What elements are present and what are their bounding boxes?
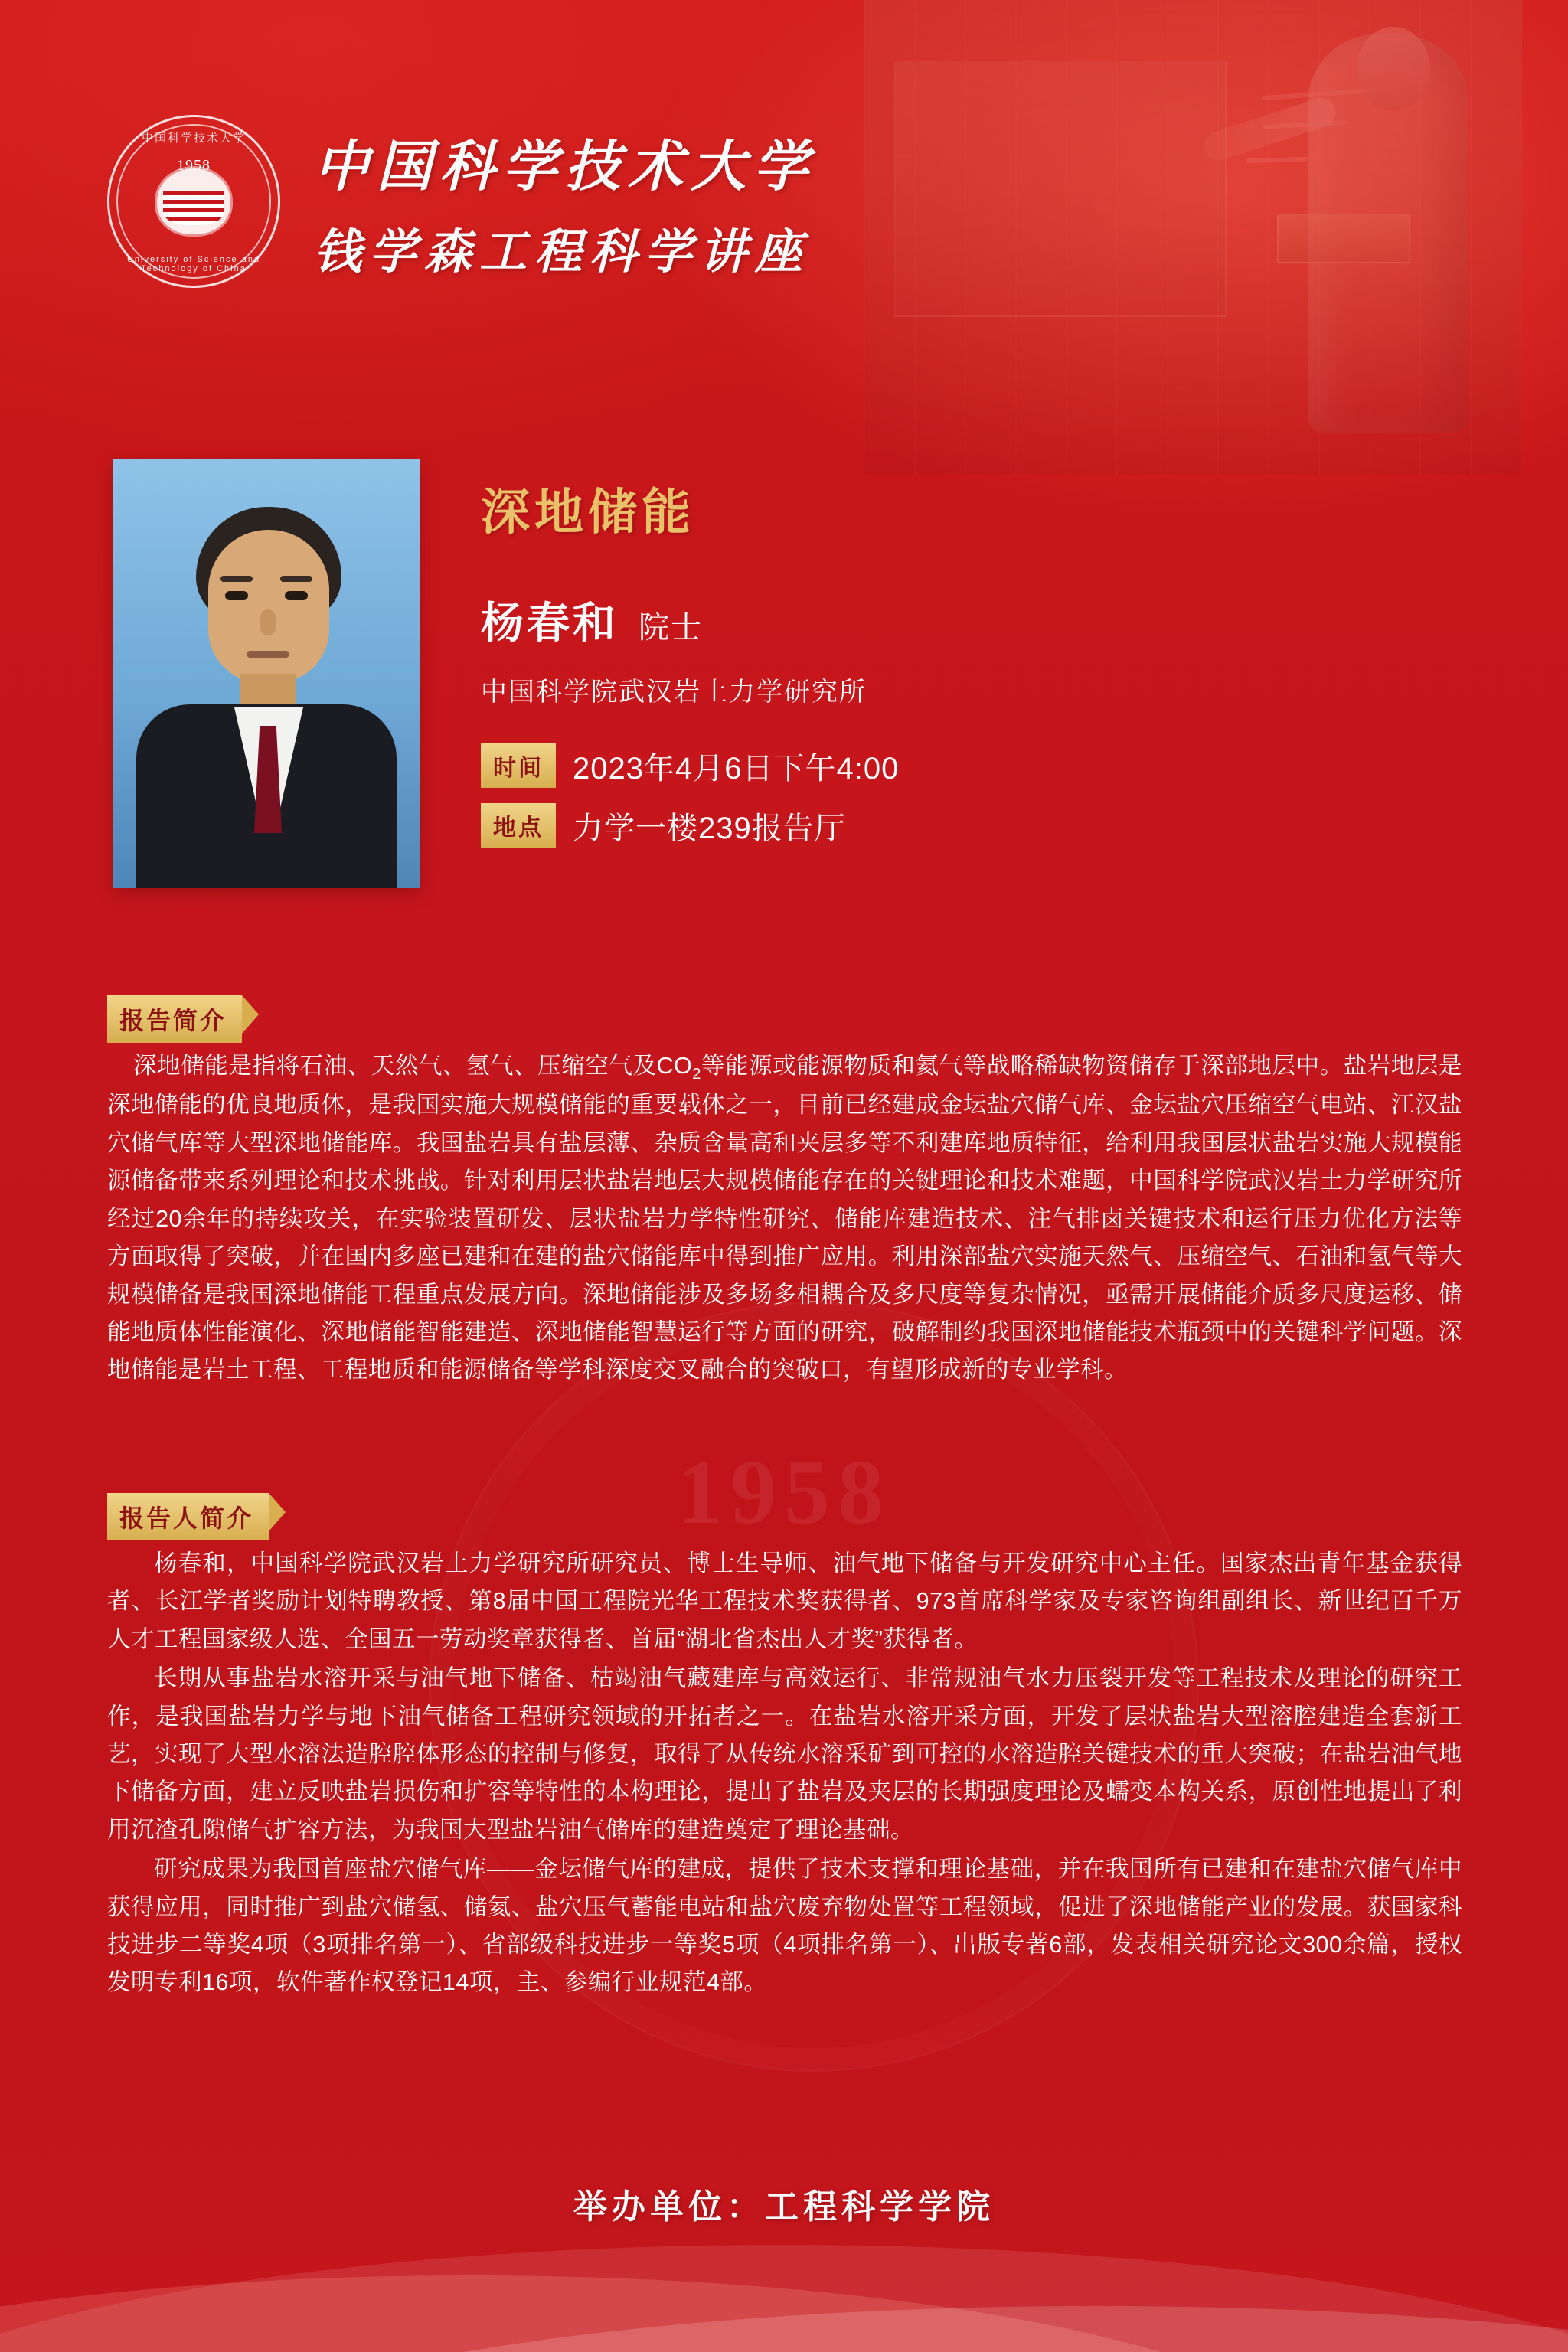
bio-paragraph: 研究成果为我国首座盐穴储气库——金坛储气库的建成，提供了技术支撑和理论基础，并在我国所有已建和在建盐穴储气库中获得应用，同时推广到盐穴储氢、储氦、盐穴压气蓄能电站和盐穴废弃物处置等工程领域，促进了深地储能产业的发展。获国家科技进步二等奖4项（3项排名第一）、省部级科技进步一等奖5项（4项排名第一）、出版专著6部，发表相关研究论文300余篇，授权发明专利16项，软件著作权登记14项，主、参编行业规范4部。 — [107, 1856, 1462, 1996]
bio-paragraph: 杨春和，中国科学院武汉岩土力学研究所研究员、博士生导师、油气地下储备与开发研究中心主任。国家杰出青年基金获得者、长江学者奖励计划特聘教授、第8届中国工程院光华工程技术奖获得者、973首席科学家及专家咨询组副组长、新世纪百千万人才工程国家级人选、全国五一劳动奖章获得者、首届“湖北省杰出人才奖”获得者。 — [107, 1550, 1462, 1652]
relief-wall — [864, 0, 1522, 475]
footer-decoration — [0, 2122, 1568, 2352]
header-title-block — [314, 122, 816, 282]
abstract-text-part1: 深地储能是指将石油、天然气、氢气、压缩空气及CO — [133, 1053, 693, 1079]
lecture-title: 深地储能 — [481, 485, 695, 540]
speaker-affiliation: 中国科学院武汉岩土力学研究所 — [481, 678, 867, 707]
place-value: 力学一楼239报告厅 — [573, 811, 846, 845]
logo-shield — [157, 168, 230, 234]
bio-section — [107, 1493, 1462, 2002]
portrait-eye — [225, 591, 248, 600]
relief-plaque — [1277, 214, 1410, 263]
speaker-role: 院士 — [639, 611, 703, 645]
ustc-logo-icon — [107, 115, 280, 288]
event-time-row — [481, 743, 899, 788]
portrait-mouth — [247, 651, 289, 658]
speaker-name-line — [481, 590, 899, 651]
portrait-eyebrow — [220, 576, 253, 582]
speaker-name: 杨春和 — [481, 599, 619, 647]
portrait-eye — [285, 591, 308, 600]
place-label: 地点 — [481, 803, 556, 848]
organizer-text: 举办单位：工程科学学院 — [573, 2188, 995, 2226]
relief-figure-arm — [1200, 94, 1340, 165]
bio-heading: 报告人简介 — [107, 1493, 269, 1540]
speaker-portrait — [113, 459, 420, 888]
relief-artwork — [864, 0, 1522, 475]
bio-paragraph: 长期从事盐岩水溶开采与油气地下储备、枯竭油气藏建库与高效运行、非常规油气水力压裂开发等工程技术及理论的研究工作，是我国盐岩力学与地下油气储备工程研究领域的开拓者之一。在盐岩水溶开采方面，开发了层状盐岩大型溶腔建造全套新工艺，实现了大型水溶法造腔腔体形态的控制与修复，取得了从传统水溶采矿到可控的水溶造腔关键技术的重大突破；在盐岩油气地下储备方面，建立反映盐岩损伤和扩容等特性的本构理论，提出了盐岩及夹层的长期强度理论及蠕变本构关系，原创性地提出了利用沉渣孔隙储气扩容方法，为我国大型盐岩油气储库的建造奠定了理论基础。 — [107, 1665, 1462, 1843]
university-title: 中国科学技术大学 — [314, 136, 817, 198]
event-meta — [481, 743, 899, 848]
logo-year: 1958 — [177, 157, 211, 174]
relief-chalk-line — [1262, 120, 1346, 129]
speaker-info — [481, 459, 899, 863]
portrait-eyebrow — [280, 576, 312, 582]
abstract-paragraph — [107, 1047, 1462, 1390]
abstract-heading: 报告简介 — [107, 995, 242, 1043]
relief-chalk-line — [1262, 88, 1377, 100]
portrait-face — [208, 530, 329, 683]
relief-figure-head — [1357, 27, 1430, 111]
abstract-section — [107, 995, 1462, 1390]
time-label: 时间 — [481, 743, 556, 788]
logo-arc-top-text: 中国科学技术大学 — [141, 132, 246, 145]
logo-arc-bottom-text: University of Science and Technology of China — [126, 255, 261, 273]
portrait-nose — [260, 609, 276, 635]
lecture-series-title: 钱学森工程科学讲座 — [314, 226, 811, 279]
event-place-row — [481, 803, 899, 848]
relief-figure — [1308, 34, 1468, 433]
year-watermark: 1958 — [677, 1441, 891, 1543]
relief-chalk-line — [1246, 157, 1308, 164]
relief-blackboard — [894, 61, 1227, 317]
time-value: 2023年4月6日下午4:00 — [573, 751, 900, 786]
logo-shield-bars — [163, 191, 224, 225]
poster-header — [107, 115, 816, 288]
abstract-subscript: 2 — [692, 1066, 701, 1083]
speaker-section — [113, 459, 1461, 888]
abstract-text-part2: 等能源或能源物质和氦气等战略稀缺物资储存于深部地层中。盐岩地层是深地储能的优良地质体，是我国实施大规模储能的重要载体之一，目前已经建成金坛盐穴储气库、金坛盐穴压缩空气电站、江汉盐穴储气库等大型深地储能库。我国盐岩具有盐层薄、杂质含量高和夹层多等不利建库地质特征，给利用我国层状盐岩实施大规模能源储备带来系列理论和技术挑战。针对利用层状盐岩地层大规模储能存在的关键理论和技术难题，中国科学院武汉岩土力学研究所经过20余年的持续攻关，在实验装置研发、层状盐岩力学特性研究、储能库建造技术、注气排卤关键技术和运行压力优化方法等方面取得了突破，并在国内多座已建和在建的盐穴储能库中得到推广应用。利用深部盐穴实施天然气、压缩空气、石油和氢气等大规模储备是我国深地储能工程重点发展方向。深地储能涉及多场多相耦合及多尺度等复杂情况，亟需开展储能介质多尺度运移、储能地质体性能演化、深地储能智能建造、深地储能智慧运行等方面的研究，破解制约我国深地储能技术瓶颈中的关键科学问题。深地储能是岩土工程、工程地质和能源储备等学科深度交叉融合的突破口，有望形成新的专业学科。 — [107, 1053, 1462, 1383]
